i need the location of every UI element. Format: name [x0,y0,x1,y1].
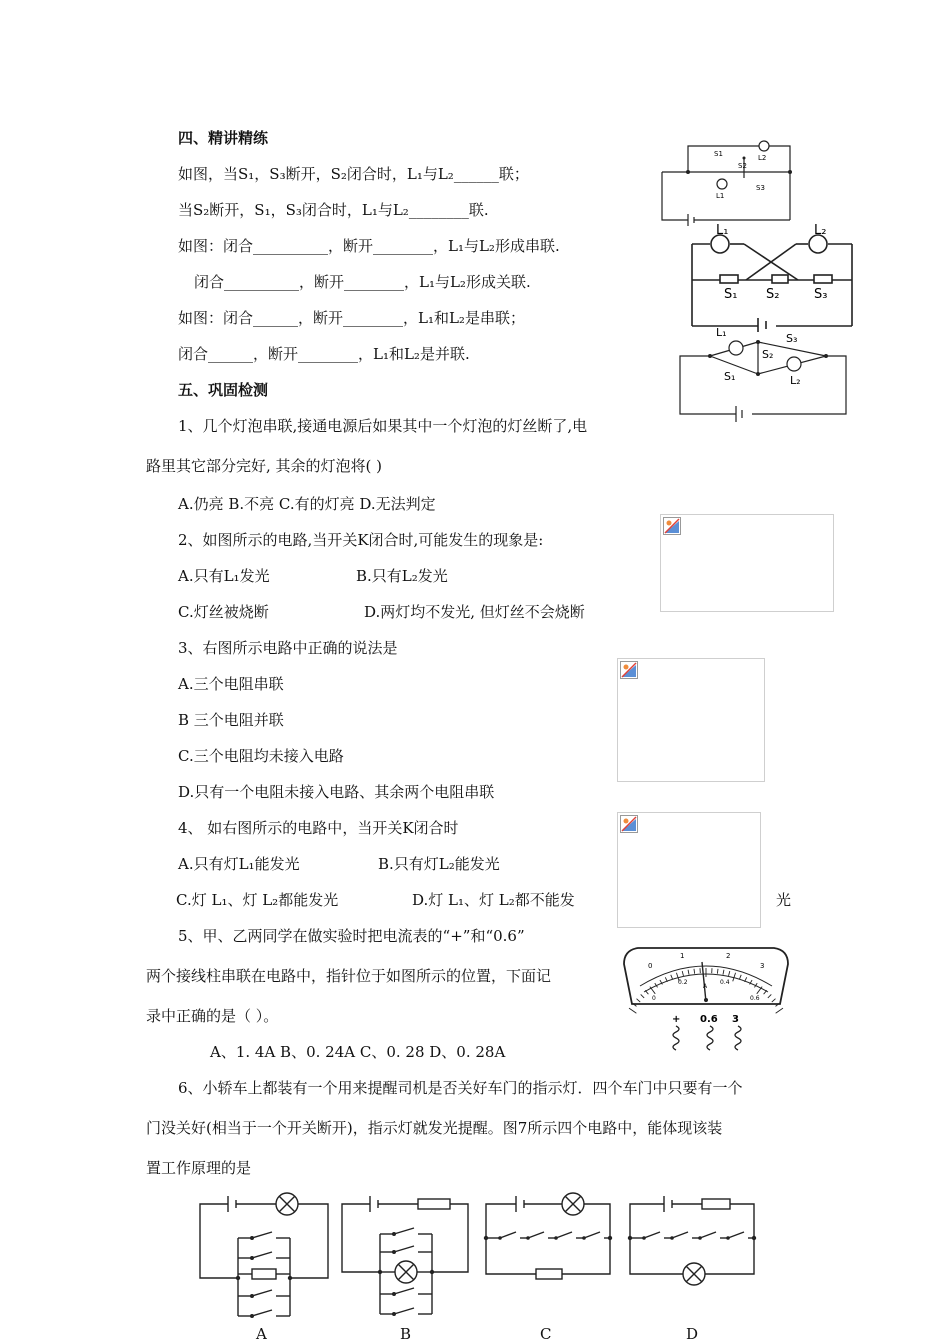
fig3-label-s3: S₃ [786,332,798,345]
fig1-label-s2: S2 [738,162,747,170]
circuit-option-a [198,1190,330,1320]
question-6-line-3: 置工作原理的是 [146,1159,252,1177]
meter-scale-tick [776,1008,783,1013]
question-2-option-b: B.只有L₂发光 [356,567,448,585]
meter-bottom-tick-2: 0.4 [720,979,730,986]
fig1-label-s3: S3 [756,184,765,192]
question-4-option-d-end: 光 [776,891,792,909]
question-3-option-d: D.只有一个电阻未接入电路、其余两个电阻串联 [178,783,495,801]
fig1-label-l2: L2 [758,154,767,162]
question-4-stem: 4、 如右图所示的电路中，当开关K闭合时 [178,819,459,837]
fig3-label-s2: S₂ [762,348,774,361]
fig2-label-l2: L₂ [814,223,827,238]
meter-top-tick-2: 2 [726,952,731,960]
meter-top-tick-3: 3 [760,962,765,970]
circuit-figure-1 [658,132,798,224]
question-5-line-1: 5、甲、乙两同学在做实验时把电流表的“+”和“0.6” [178,927,525,945]
circuit-option-b [340,1190,472,1320]
terminal-plus: + [672,1014,681,1025]
question-6-line-1: 6、小轿车上都装有一个用来提醒司机是否关好车门的指示灯．四个车门中只要有一个 [178,1079,743,1097]
question-2-option-d: D.两灯均不发光, 但灯丝不会烧断 [364,603,585,621]
fig1-label-l1: L1 [716,192,725,200]
section5-title: 五、巩固检测 [178,381,269,399]
meter-unit: A [703,983,708,990]
question-3-option-b: B 三个电阻并联 [178,711,284,729]
broken-image-icon [663,517,681,535]
section4-title: 四、精讲精练 [178,129,269,147]
section4-line4: 闭合__________，断开________，L₁与L₂形成关联. [194,273,531,291]
question-4-option-b: B.只有灯L₂能发光 [378,855,500,873]
question-1-line-2: 路里其它部分完好, 其余的灯泡将( ) [146,457,383,475]
question-4-option-d: D.灯 L₁、灯 L₂都不能发 [412,891,575,909]
circuit-figure-3 [676,326,852,422]
question-4-option-c: C.灯 L₁、灯 L₂都能发光 [176,891,339,909]
question-1-options: A.仍亮 B.不亮 C.有的灯亮 D.无法判定 [178,495,436,513]
terminal-0-6: 0.6 [700,1014,718,1025]
meter-scale-tick [717,969,718,974]
question-5-options: A、1. 4A B、0. 24A C、0. 28 D、0. 28A [210,1043,506,1061]
fig2-label-s3: S₃ [814,287,828,302]
circuit-label-c: C [540,1325,552,1343]
question-3-option-c: C.三个电阻均未接入电路 [178,747,344,765]
fig3-label-s1: S₁ [724,370,736,383]
section4-line1: 如图，当S₁，S₃断开，S₂闭合时，L₁与L₂______联； [178,165,529,183]
circuit-label-a: A [256,1325,267,1343]
missing-image-q4 [617,812,761,928]
terminal-3: 3 [732,1014,739,1025]
meter-bottom-tick-3: 0.6 [750,995,760,1002]
question-2-option-a: A.只有L₁发光 [178,567,270,585]
meter-scale-tick [629,1008,636,1013]
meter-top-tick-0: 0 [648,962,653,970]
question-2-option-c: C.灯丝被烧断 [178,603,269,621]
section4-line5: 如图：闭合______，断开________，L₁和L₂是串联； [178,309,525,327]
question-5-line-2: 两个接线柱串联在电路中，指针位于如图所示的位置，下面记 [146,967,552,985]
circuit-option-d [626,1190,758,1290]
fig2-label-s2: S₂ [766,287,780,302]
missing-image-q2 [660,514,834,612]
broken-image-icon [620,661,638,679]
section4-line3: 如图：闭合__________，断开________，L₁与L₂形成串联. [178,237,560,255]
circuit-label-b: B [400,1325,412,1343]
circuit-figure-2 [686,218,858,330]
meter-top-tick-1: 1 [680,952,685,960]
fig3-label-l1: L₁ [716,326,727,339]
ammeter-figure [618,942,794,1054]
fig2-label-s1: S₁ [724,287,738,302]
fig2-label-l1: L₁ [716,223,729,238]
question-2-stem: 2、如图所示的电路,当开关K闭合时,可能发生的现象是: [178,531,544,549]
meter-bottom-tick-1: 0.2 [678,979,688,986]
question-3-option-a: A.三个电阻串联 [178,675,284,693]
question-1-line-1: 1、几个灯泡串联,接通电源后如果其中一个灯泡的灯丝断了,电 [178,417,588,435]
circuit-label-d: D [686,1325,699,1343]
question-6-line-2: 门没关好(相当于一个开关断开)，指示灯就发光提醒。图7所示四个电路中，能体现该装 [146,1119,723,1137]
question-5-line-3: 录中正确的是（ ）。 [146,1007,279,1025]
fig1-label-s1: S1 [714,150,723,158]
meter-scale-tick [694,969,695,974]
missing-image-q3 [617,658,765,782]
circuit-option-c [482,1190,614,1286]
question-4-option-a: A.只有灯L₁能发光 [178,855,300,873]
question-3-stem: 3、右图所示电路中正确的说法是 [178,639,398,657]
fig3-label-l2: L₂ [790,374,801,387]
broken-image-icon [620,815,638,833]
meter-bottom-tick-0: 0 [652,995,656,1002]
section4-line6: 闭合______，断开________，L₁和L₂是并联. [178,345,470,363]
section4-line2: 当S₂断开，S₁，S₃闭合时，L₁与L₂________联. [178,201,489,219]
